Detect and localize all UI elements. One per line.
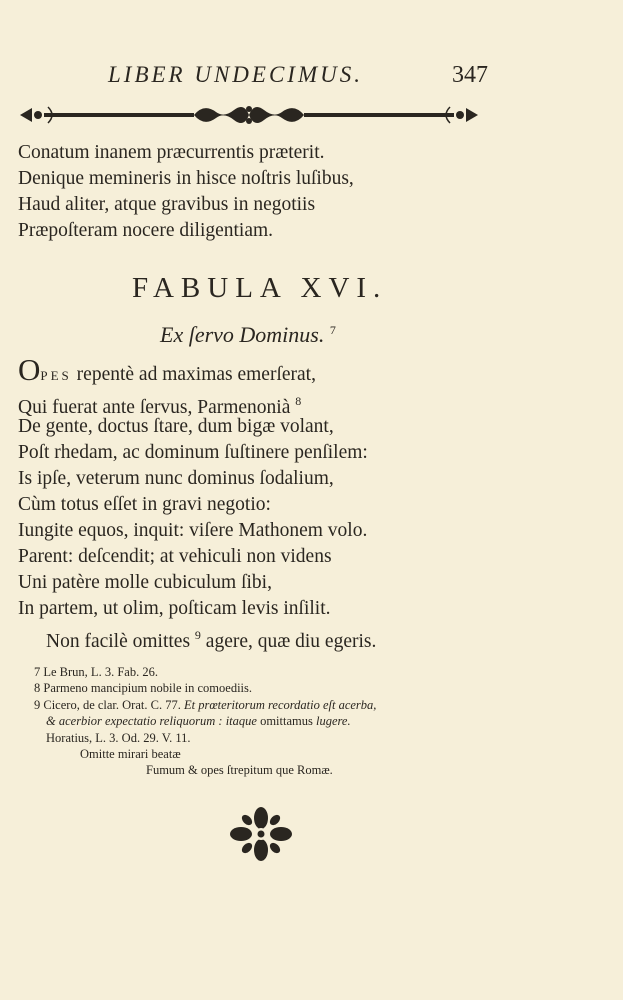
- footnotes: [34, 664, 376, 779]
- verse-line: [18, 352, 376, 388]
- initial-letter: O: [18, 352, 41, 387]
- footnote-ref: 8: [295, 394, 302, 408]
- verse-line: Parent: deſcendit; at vehiculi non videns: [18, 546, 332, 567]
- running-title: LIBER UNDECIMUS.: [108, 62, 363, 87]
- scroll-rule-ornament: [18, 100, 480, 135]
- footnote-7: 7 Le Brun, L. 3. Fab. 26.: [34, 665, 158, 679]
- footnote-ref: 9: [194, 628, 201, 642]
- footnote-9-cont: [34, 713, 376, 729]
- fable-title: FABULA XVI.: [132, 272, 388, 304]
- verse-line: [18, 622, 377, 652]
- footnote-quote: lugere.: [315, 714, 351, 729]
- fable-verse: [18, 352, 377, 652]
- page-number: 347: [452, 62, 488, 88]
- verse-line: Iungite equos, inquit: viſere Mathonem volo.: [18, 520, 368, 541]
- verse-line: De gente, doctus ſtare, dum bigæ volant,: [18, 416, 334, 437]
- small-caps-word: PES: [40, 368, 72, 383]
- floral-tailpiece-ornament: [229, 806, 293, 867]
- first-line-rest: repentè ad maximas emerſerat,: [71, 364, 316, 385]
- verse-text: Non facilè omittes: [46, 631, 191, 652]
- verse-line: Cùm totus eſſet in gravi negotio:: [18, 494, 271, 515]
- footnote-8: 8 Parmeno mancipium nobile in comoediis.: [34, 681, 253, 696]
- verse-text: agere, quæ diu egeris.: [205, 631, 377, 652]
- verse-line: Denique memineris in hisce noſtris luſibus,: [18, 168, 354, 189]
- verse-line: Uni patère molle cubiculum ſibi,: [18, 572, 272, 593]
- footnote-text: omittamus: [260, 714, 313, 729]
- footnote-9: [34, 697, 376, 713]
- footnote-quote: & acerbior expectatio reliquorum : itaque: [46, 714, 257, 729]
- verse-line: [18, 388, 376, 418]
- footnote-9-source: Horatius, L. 3. Od. 29. V. 11.: [46, 730, 191, 745]
- verse-line: Conatum inanem præcurrentis præterit.: [18, 142, 325, 163]
- fable-subtitle: [160, 322, 336, 348]
- footnote-ref: 7: [329, 323, 336, 337]
- verse-text: Qui fuerat ante ſervus, Parmenonià: [18, 397, 291, 418]
- footnote-text: 9 Cicero, de clar. Orat. C. 77.: [34, 697, 181, 712]
- verse-line: Præpoſteram nocere diligentiam.: [18, 220, 274, 241]
- footnote-9-verse: Omitte mirari beatæ: [80, 746, 181, 761]
- verse-line: Poſt rhedam, ac dominum ſuſtinere penſilem:: [18, 442, 368, 463]
- verse-line: Haud aliter, atque gravibus in negotiis: [18, 194, 316, 215]
- subtitle-text: Ex ſervo Dominus.: [160, 322, 325, 347]
- footnote-9-verse: Fumum & opes ſtrepitum que Romæ.: [146, 763, 333, 778]
- verse-before: [18, 140, 354, 244]
- footnote-quote: Et prœteritorum recordatio eſt acerba,: [183, 697, 377, 712]
- verse-line: Is ipſe, veterum nunc dominus ſodalium,: [18, 468, 334, 489]
- verse-line: In partem, ut olim, poſticam levis inſilit.: [18, 598, 331, 619]
